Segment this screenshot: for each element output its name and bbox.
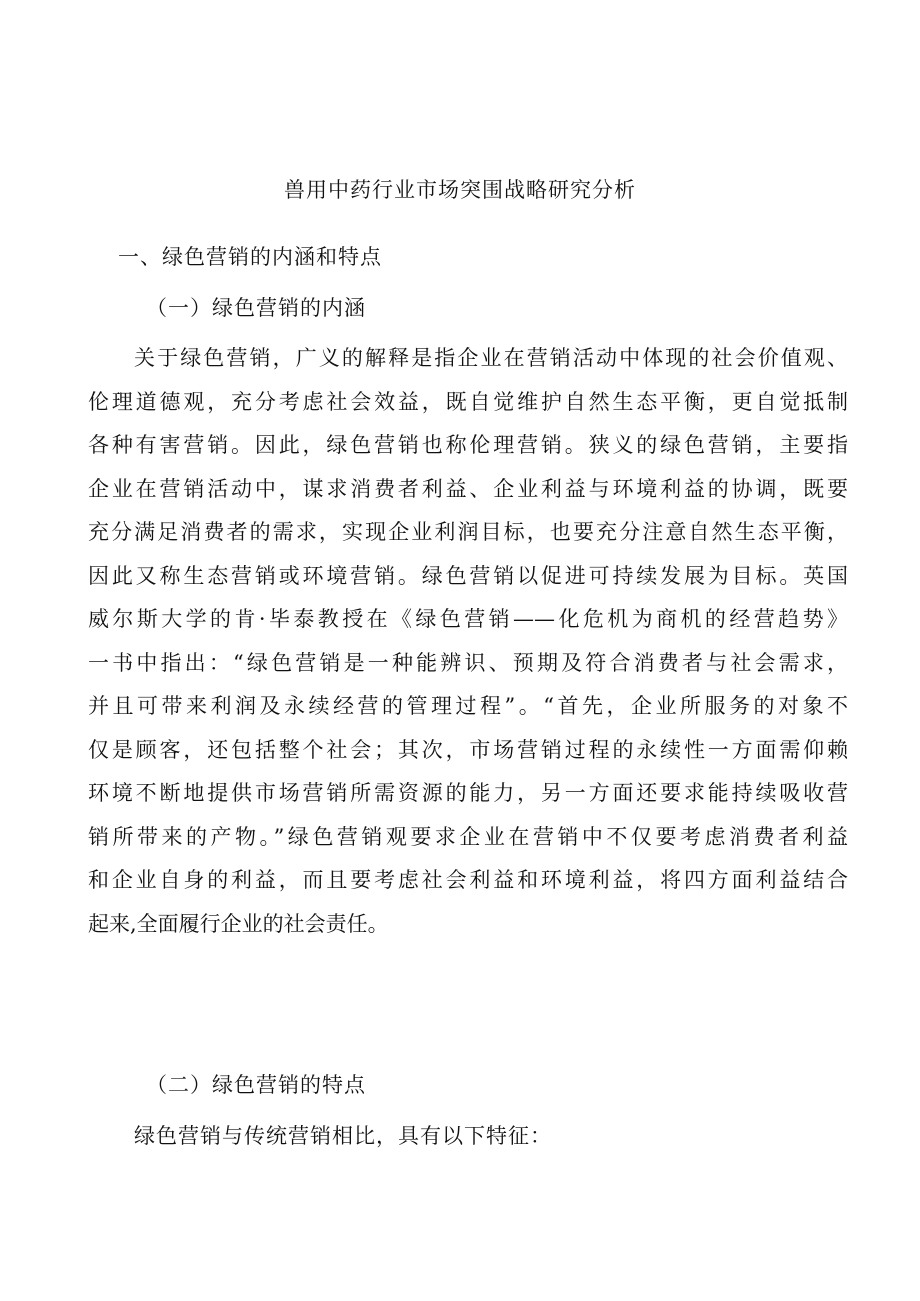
paragraph-line: 一书中指出：“绿色营销是一种能辨识、预期及符合消费者与社会需求， bbox=[88, 650, 848, 675]
paragraph-line: 各种有害营销。因此，绿色营销也称伦理营销。狭义的绿色营销，主要指 bbox=[88, 433, 848, 457]
paragraph-line: 环境不断地提供市场营销所需资源的能力，另一方面还要求能持续吸收营 bbox=[88, 781, 848, 805]
paragraph-line: 关于绿色营销，广义的解释是指企业在营销活动中体现的社会价值观、 bbox=[134, 346, 848, 370]
section-heading: 一、绿色营销的内涵和特点 bbox=[118, 245, 382, 269]
paragraph-line: 仅是顾客，还包括整个社会；其次，市场营销过程的永续性一方面需仰赖 bbox=[88, 737, 848, 762]
document-title: 兽用中药行业市场突围战略研究分析 bbox=[284, 178, 636, 202]
paragraph-line: 起来,全面履行企业的社会责任。 bbox=[88, 911, 389, 936]
body-paragraph bbox=[88, 337, 848, 946]
paragraph-line: 充分满足消费者的需求，实现企业利润目标，也要充分注意自然生态平衡， bbox=[88, 520, 848, 544]
paragraph-line: 企业在营销活动中，谋求消费者利益、企业利益与环境利益的协调，既要 bbox=[88, 476, 848, 501]
paragraph-line: 和企业自身的利益，而且要考虑社会利益和环境利益，将四方面利益结合 bbox=[88, 868, 848, 892]
features-intro: 绿色营销与传统营销相比，具有以下特征： bbox=[134, 1124, 552, 1148]
paragraph-line: 因此又称生态营销或环境营销。绿色营销以促进可持续发展为目标。英国 bbox=[88, 563, 848, 588]
paragraph-line: 并且可带来利润及永续经营的管理过程”。“首先，企业所服务的对象不 bbox=[88, 694, 848, 718]
paragraph-line: 销所带来的产物。”绿色营销观要求企业在营销中不仅要考虑消费者利益 bbox=[88, 824, 848, 849]
subsection-heading-2: （二）绿色营销的特点 bbox=[146, 1073, 366, 1097]
paragraph-line: 威尔斯大学的肯·毕泰教授在《绿色营销——化危机为商机的经营趋势》 bbox=[88, 607, 848, 631]
subsection-heading-1: （一）绿色营销的内涵 bbox=[146, 296, 366, 320]
paragraph-line: 伦理道德观，充分考虑社会效益，既自觉维护自然生态平衡，更自觉抵制 bbox=[88, 389, 848, 414]
